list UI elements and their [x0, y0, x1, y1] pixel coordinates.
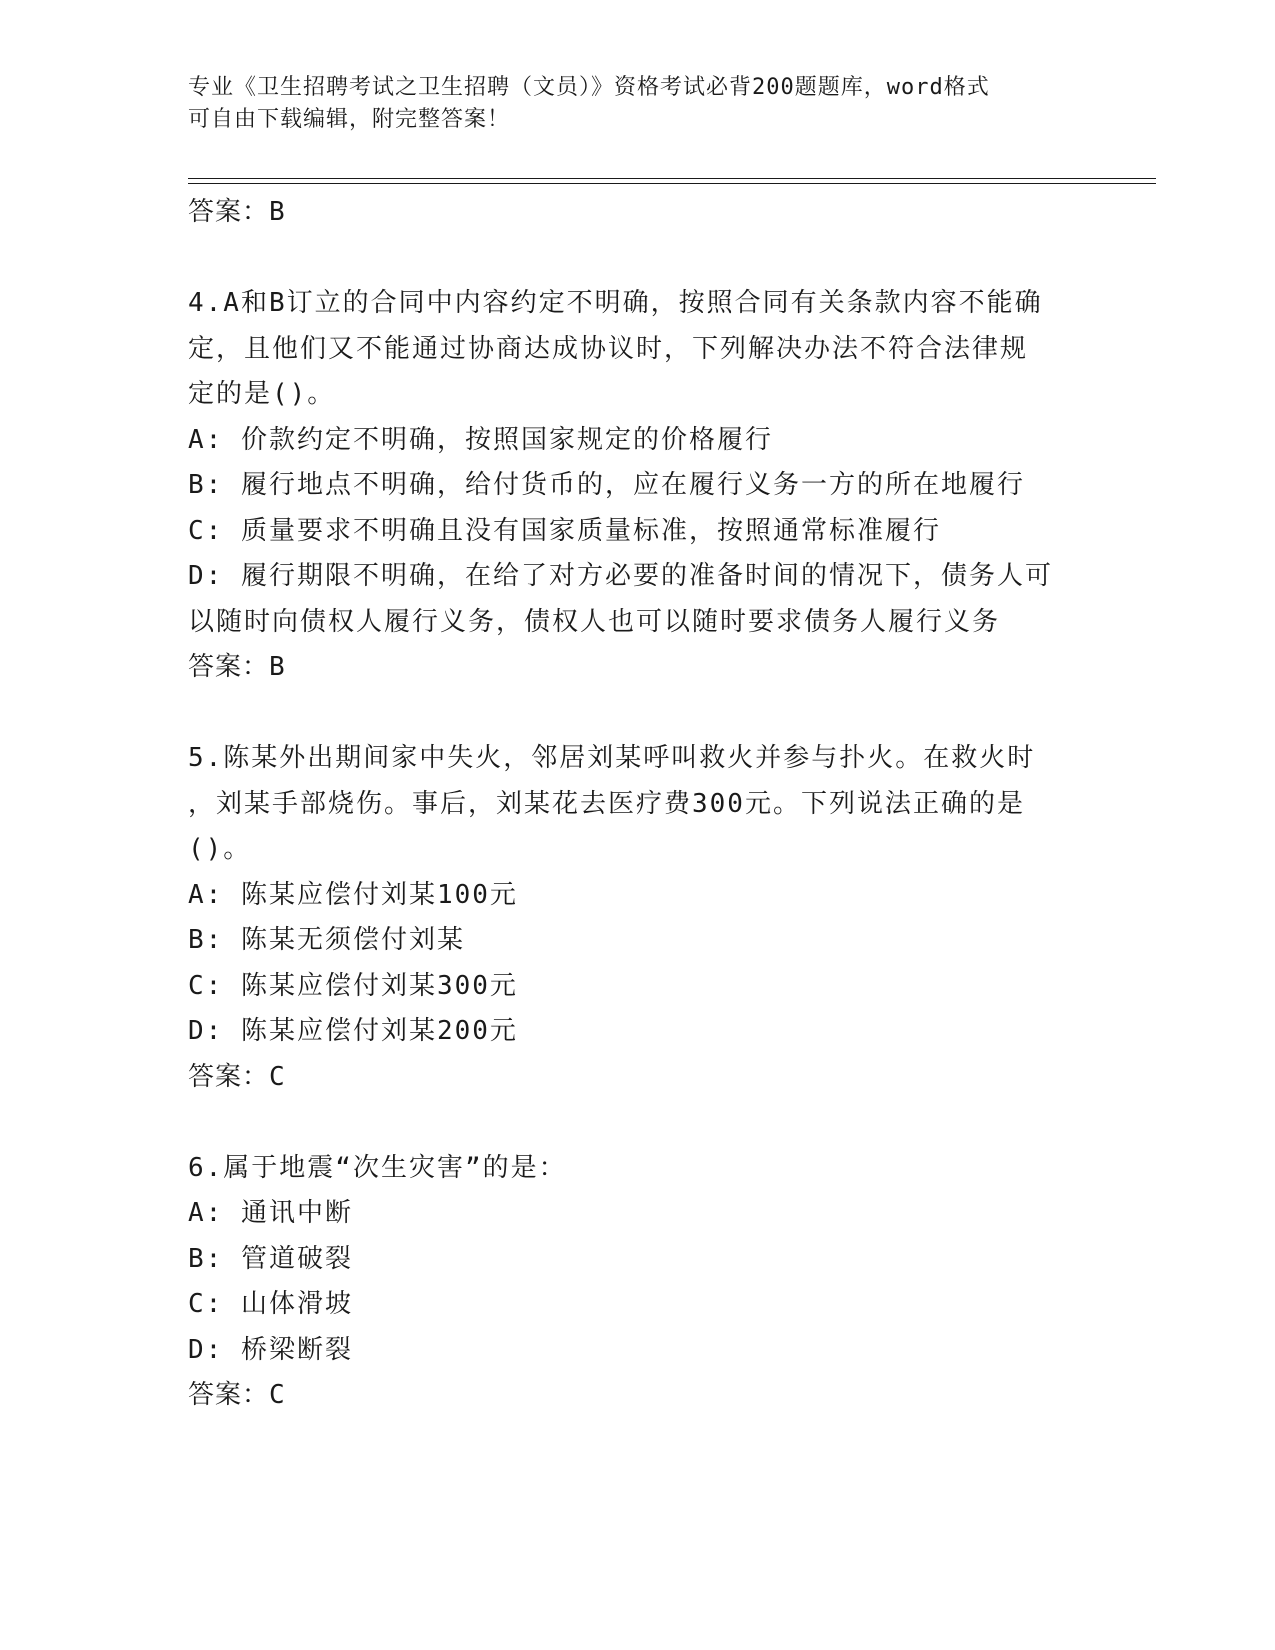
document-body	[188, 190, 1088, 1419]
header-divider-top	[188, 178, 1156, 179]
spacer	[188, 1100, 1088, 1146]
option-c: C: 山体滑坡	[188, 1289, 353, 1319]
answer-label: 答案：B	[188, 197, 286, 227]
option-d-continued: 以随时向债权人履行义务，债权人也可以随时要求债务人履行义务	[188, 606, 1001, 637]
option-c: C: 陈某应偿付刘某300元	[188, 970, 518, 1001]
spacer	[188, 691, 1088, 737]
option-d: D: 桥梁断裂	[188, 1334, 353, 1365]
question-5	[188, 736, 1088, 1100]
question-stem-line: 6.属于地震“次生灾害”的是：	[188, 1152, 567, 1183]
spacer	[188, 236, 1088, 282]
option-a: A: 通讯中断	[188, 1198, 353, 1228]
header-line-1: 专业《卫生招聘考试之卫生招聘（文员）》资格考试必背200题题库，word格式	[188, 75, 990, 100]
option-b: B: 陈某无须偿付刘某	[188, 925, 465, 955]
option-b: B: 履行地点不明确，给付货币的，应在履行义务一方的所在地履行	[188, 470, 1025, 500]
header-divider-bottom	[188, 183, 1156, 184]
answer-label: 答案：C	[188, 1061, 286, 1092]
question-stem-line: 定，且他们又不能通过协商达成协议时，下列解决办法不符合法律规	[188, 333, 1029, 364]
question-stem-line: 5.陈某外出期间家中失火，邻居刘某呼叫救火并参与扑火。在救火时	[188, 743, 1036, 773]
header-line-2: 可自由下载编辑，附完整答案！	[188, 107, 511, 132]
option-a: A: 陈某应偿付刘某100元	[188, 879, 518, 910]
option-d: D: 履行期限不明确，在给了对方必要的准备时间的情况下，债务人可	[188, 561, 1053, 591]
question-4	[188, 281, 1088, 691]
option-a: A: 价款约定不明确，按照国家规定的价格履行	[188, 424, 773, 455]
question-stem-line: ，刘某手部烧伤。事后，刘某花去医疗费300元。下列说法正确的是	[188, 788, 1025, 819]
option-d: D: 陈某应偿付刘某200元	[188, 1016, 518, 1046]
option-b: B: 管道破裂	[188, 1243, 353, 1274]
question-6	[188, 1146, 1088, 1419]
option-c: C: 质量要求不明确且没有国家质量标准，按照通常标准履行	[188, 515, 941, 546]
question-stem-line: ()。	[188, 834, 252, 864]
question-stem-line: 定的是()。	[188, 379, 336, 409]
answer-label: 答案：B	[188, 652, 286, 682]
question-stem-line: 4.A和B订立的合同中内容约定不明确，按照合同有关条款内容不能确	[188, 288, 1043, 318]
answer-label: 答案：C	[188, 1380, 286, 1410]
document-header	[188, 72, 1088, 136]
